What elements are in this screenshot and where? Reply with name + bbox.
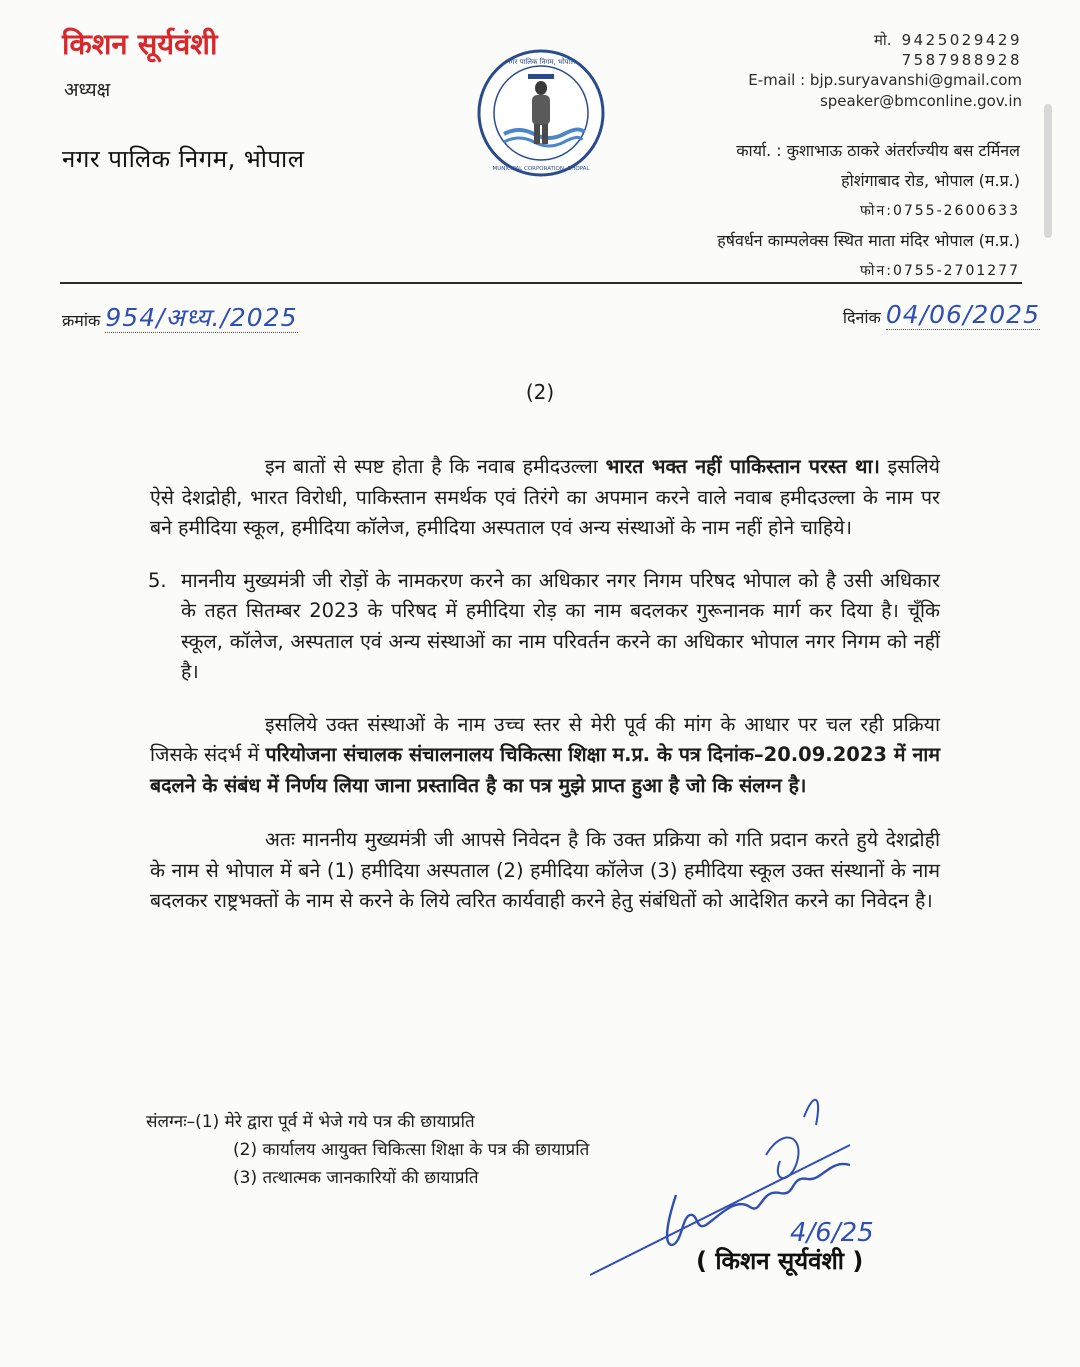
letter-body: [150, 452, 940, 917]
reference-number: [62, 300, 298, 334]
enclosure-row-1: [146, 1108, 653, 1136]
mobile-row: [748, 30, 1022, 51]
letterhead-divider: [60, 282, 1022, 284]
contact-block: [748, 30, 1022, 112]
date-label: दिनांक: [842, 308, 881, 327]
scrollbar[interactable]: [1044, 104, 1052, 238]
office-line-2: होशंगाबाद रोड, भोपाल (म.प्र.): [841, 171, 1020, 190]
enclosures: [146, 1108, 653, 1192]
paragraph-3-bold: परियोजना संचालक संचालनालय चिकित्सा शिक्षा म.प्र. के पत्र दिनांक–20.09.2023 में नाम बदलने के संबंध में निर्णय लिया जाना प्रस्तावित है का पत्र मुझे प्राप्त हुआ है जो कि संलग्न है।: [150, 743, 940, 797]
enclosure-item: (1) मेरे द्वारा पूर्व में भेजे गये पत्र की छायाप्रति: [195, 1112, 475, 1132]
email-label: E-mail :: [748, 71, 806, 89]
mobile-number-2: 7587988928: [901, 51, 1022, 69]
emblem-top-text: नगर पालिक निगम, भोपाल: [506, 58, 576, 66]
paragraph-1-text-a: इन बातों से स्पष्ट होता है कि नवाब हमीदउल्ला: [265, 455, 606, 478]
office-line-1: कार्या. : कुशाभाऊ ठाकरे अंतर्राज्यीय बस टर्मिनल: [736, 141, 1020, 160]
email-2: speaker@bmconline.gov.in: [819, 92, 1022, 110]
paragraph-1: [150, 452, 940, 544]
paragraph-5-number: 5.: [148, 568, 167, 592]
paragraph-1-text-b: इसलिये ऐसे देशद्रोही, भारत विरोधी, पाकिस्तान समर्थक एवं तिरंगे का अपमान करने वाले नवाब हमीदउल्ला के नाम पर बने हमीदिया स्कूल, हमीदिया कॉलेज, हमीदिया अस्पताल एवं अन्य संस्थाओं के नाम नहीं होने चाहिये।: [150, 455, 940, 539]
letterhead-role: अध्यक्ष: [64, 79, 111, 101]
email-1: bjp.suryavanshi@gmail.com: [809, 71, 1022, 89]
paragraph-5-text: माननीय मुख्यमंत्री जी रोड़ों के नामकरण करने का अधिकार नगर निगम परिषद भोपाल को है उसी अधिकार के तहत सितम्बर 2023 के परिषद में हमीदिया रोड़ का नाम बदलकर गुरूनानक मार्ग कर दिया है। चूँकि स्कूल, कॉलेज, अस्पताल एवं अन्य संस्थाओं का नाम परिवर्तन करने का अधिकार भोपाल नगर निगम को नहीं है।: [181, 568, 940, 683]
office-phone-2: फोन:0755-2701277: [860, 263, 1020, 279]
signature-date: 4/6/25: [790, 1218, 874, 1248]
mobile-label: मो.: [873, 31, 892, 49]
paragraph-4: अतः माननीय मुख्यमंत्री जी आपसे निवेदन है कि उक्त प्रक्रिया को गति प्रदान करते हुये देशद्रोही के नाम से भोपाल में बने (1) हमीदिया अस्पताल (2) हमीदिया कॉलेज (3) हमीदिया स्कूल उक्त संस्थानों के नाम बदलकर राष्ट्रभक्तों के नाम से करने के लिये त्वरित कार्यवाही करने हेतु संबंधितों को आदेशित करने का निवेदन है।: [150, 828, 940, 912]
page-number: (2): [525, 380, 555, 404]
paragraph-5: [148, 566, 940, 688]
enclosure-item: (2) कार्यालय आयुक्त चिकित्सा शिक्षा के पत्र की छायाप्रति: [233, 1140, 590, 1160]
emblem-bottom-text: MUNICIPAL CORPORATION, BHOPAL: [492, 166, 590, 172]
email-row: [748, 70, 1022, 91]
letterhead-name: किशन सूर्यवंशी: [62, 27, 218, 61]
letter-date: [843, 300, 1040, 329]
paragraph-3-text-a: इसलिये उक्त संस्थाओं के नाम उच्च स्तर से मेरी पूर्व की मांग के आधार पर चल रही प्रक्रिया जिसके संदर्भ में: [150, 712, 940, 766]
signatory-name: ( किशन सूर्यवंशी ): [696, 1247, 864, 1275]
paragraph-3: [150, 710, 940, 802]
date-value: 04/06/2025: [885, 300, 1040, 329]
office-line-3: हर्षवर्धन काम्पलेक्स स्थित माता मंदिर भोपाल (म.प्र.): [717, 231, 1020, 250]
enclosure-item: (3) तत्थात्मक जानकारियों की छायाप्रति: [233, 1168, 479, 1188]
municipal-emblem-icon: [474, 46, 608, 180]
enclosure-label: संलग्नः–: [146, 1112, 196, 1132]
reference-value: 954/अध्य./2025: [105, 303, 298, 332]
letterhead-org: नगर पालिक निगम, भोपाल: [62, 145, 305, 173]
reference-label: क्रमांक: [62, 311, 101, 330]
office-phone-1: फोन:0755-2600633: [860, 203, 1020, 219]
mobile-number-1: 9425029429: [901, 31, 1022, 49]
office-address: [717, 136, 1020, 286]
paragraph-1-bold: भारत भक्त नहीं पाकिस्तान परस्त था।: [605, 455, 880, 478]
